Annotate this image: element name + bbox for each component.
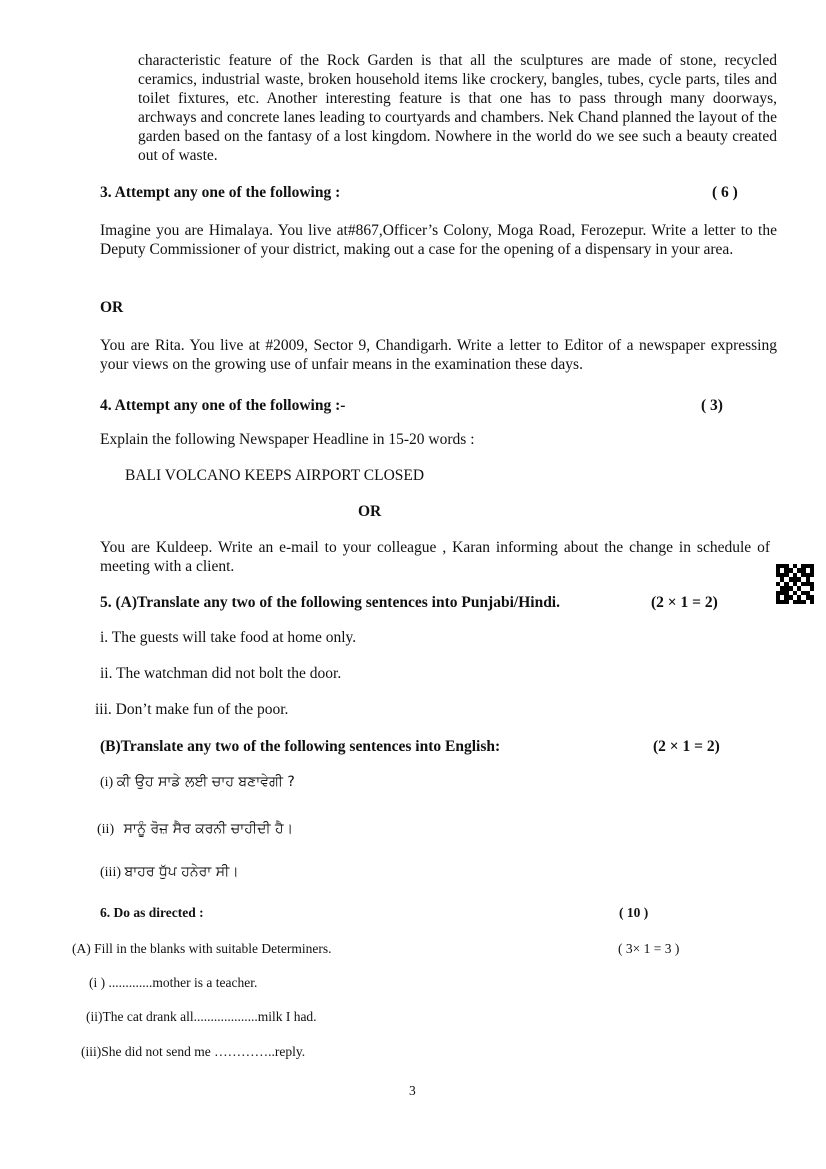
q5b-item xyxy=(97,820,293,839)
q6a-item: (ii)The cat drank all...................milk I had. xyxy=(86,1009,317,1024)
q3-option-b: You are Rita. You live at #2009, Sector 9, Chandigarh. Write a letter to Editor of a newspaper expressing your views on the growing use of unfair means in the examination these days. xyxy=(100,337,777,373)
q5b-item-text: ਬਾਹਰ ਧੁੱਪ ਹਨੇਰਾ ਸੀ। xyxy=(124,864,239,880)
q5b-heading: (B)Translate any two of the following sentences into English: xyxy=(100,738,501,755)
q5a-item: i. The guests will take food at home only. xyxy=(100,629,357,646)
q5b-item-number: (i) xyxy=(100,775,114,790)
q6-marks: ( 10 ) xyxy=(619,905,649,920)
qr-code xyxy=(776,564,814,604)
q3-marks: ( 6 ) xyxy=(712,184,738,201)
q4-instruction: Explain the following Newspaper Headline in 15-20 words : xyxy=(100,431,475,448)
q5a-heading: 5. (A)Translate any two of the following sentences into Punjabi/Hindi. xyxy=(100,594,560,611)
q5a-item: iii. Don’t make fun of the poor. xyxy=(95,701,289,718)
q6a-heading: (A) Fill in the blanks with suitable Determiners. xyxy=(72,941,332,956)
q5b-item-text: ਸਾਨੂੰ ਰੋਜ਼ ਸੈਰ ਕਰਨੀ ਚਾਹੀਦੀ ਹੈ। xyxy=(123,821,294,837)
q3-heading: 3. Attempt any one of the following : xyxy=(100,184,341,201)
q6a-item: (iii)She did not send me …………..reply. xyxy=(81,1044,306,1059)
q5b-item-number: (iii) xyxy=(100,865,121,880)
q5b-marks: (2 × 1 = 2) xyxy=(653,738,720,755)
q5a-item: ii. The watchman did not bolt the door. xyxy=(100,665,342,682)
q4-or-label: OR xyxy=(358,503,382,520)
q6a-marks: ( 3× 1 = 3 ) xyxy=(618,941,680,956)
q5b-item xyxy=(100,863,239,882)
q4-heading: 4. Attempt any one of the following :- xyxy=(100,397,346,414)
q3-option-a: Imagine you are Himalaya. You live at#867,Officer’s Colony, Moga Road, Ferozepur. Write a letter to the Deputy Commissioner of your district, making out a case for the opening of a dispensary in your area. xyxy=(100,222,777,258)
q6a-item: (i ) .............mother is a teacher. xyxy=(89,975,258,990)
q5a-marks: (2 × 1 = 2) xyxy=(651,594,718,611)
intro-paragraph: characteristic feature of the Rock Garden is that all the sculptures are made of stone, recycled ceramics, industrial waste, broken household items like crockery, bangles, tubes, cycle parts, tiles and toilet fixtures, etc. Another interesting feature is that one has to pass through many doorways, archways and concrete lanes leading to courtyards and chambers. Nek Chand planned the layout of the garden based on the fantasy of a lost kingdom. Nowhere in the world do we see such a beauty created out of waste. xyxy=(138,52,777,164)
q6-heading: 6. Do as directed : xyxy=(100,905,204,920)
q5b-item xyxy=(100,773,295,792)
q4-option-b: You are Kuldeep. Write an e-mail to your colleague , Karan informing about the change in schedule of meeting with a client. xyxy=(100,539,770,575)
q3-or-label: OR xyxy=(100,299,124,316)
q5b-item-number: (ii) xyxy=(97,822,115,837)
q5b-item-text: ਕੀ ਉਹ ਸਾਡੇ ਲਈ ਚਾਹ ਬਣਾਵੇਗੀ ? xyxy=(116,774,295,790)
q4-marks: ( 3) xyxy=(701,397,723,414)
page-number: 3 xyxy=(409,1083,416,1098)
q4-headline: BALI VOLCANO KEEPS AIRPORT CLOSED xyxy=(125,467,425,484)
